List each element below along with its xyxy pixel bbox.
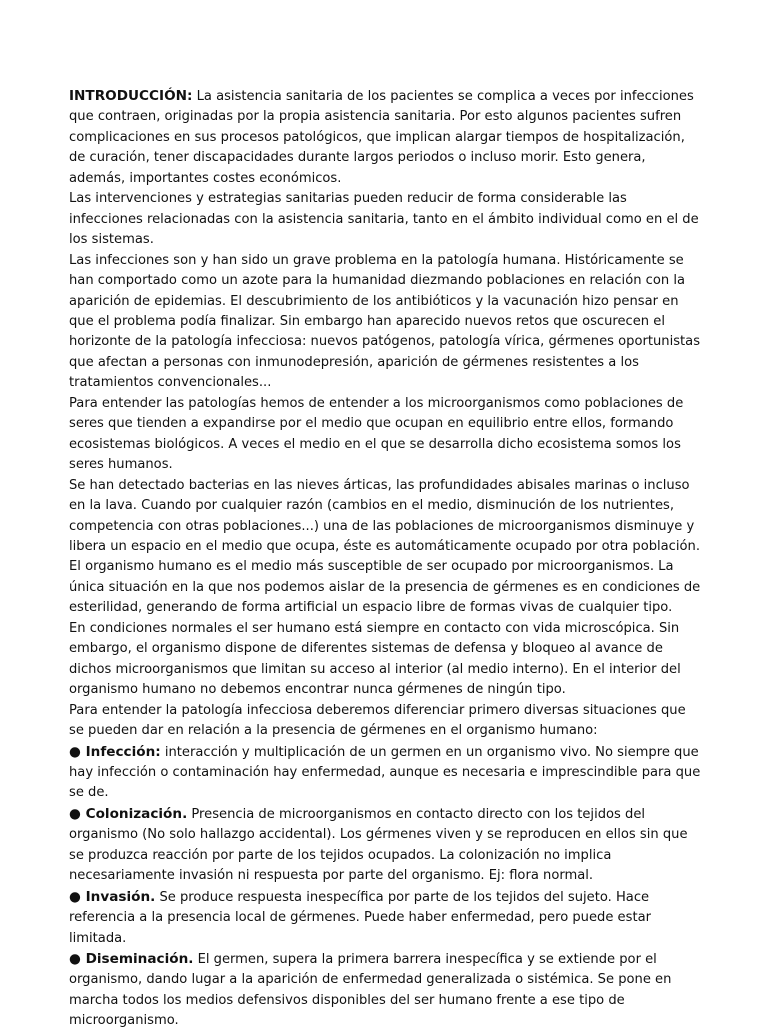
bullet-text: Se produce respuesta inespecífica por parte de los tejidos del sujeto. Hace referencia a la presencia local de gérmenes. Puede haber enfermedad, pero puede estar limitada.: [69, 889, 651, 946]
paragraph-situations-intro: Para entender la patología infecciosa deberemos diferenciar primero diversas situaciones que se pueden dar en relación a la presencia de gérmenes en el organismo humano:: [69, 702, 686, 739]
bullet-diseminacion: [69, 949, 701, 1032]
bullet-term: ● Infección:: [69, 743, 161, 760]
paragraph-human-organism: El organismo humano es el medio más susceptible de ser ocupado por microorganismos. La única situación en la que nos podemos aislar de la presencia de gérmenes es en condiciones de esterilidad, generando de forma artificial un espacio libre de formas vivas de cualquier tipo.: [69, 559, 701, 616]
paragraph-microorganisms: Para entender las patologías hemos de entender a los microorganismos como poblaciones de seres que tienden a expandirse por el medio que ocupan en equilibrio entre ellos, formando ecosistemas biológicos. A veces el medio en el que se desarrolla dicho ecosistema somos los seres humanos.: [69, 395, 684, 473]
paragraph-bacteria-detected: Se han detectado bacterias en las nieves árticas, las profundidades abisales marinas o incluso en la lava. Cuando por cualquier razón (cambios en el medio, disminución de los nutrientes, competencia con otras poblaciones...) una de las poblaciones de microorganismos disminuye y libera un espacio en el medio que ocupa, éste es automáticamente ocupado por otra población.: [69, 477, 700, 554]
bullet-colonizacion: [69, 804, 701, 887]
intro-paragraph: [69, 86, 701, 189]
bullet-term: ● Diseminación.: [69, 951, 194, 968]
bullet-term: ● Invasión.: [69, 888, 156, 905]
document-page: [69, 86, 701, 1032]
paragraph-normal-conditions: En condiciones normales el ser humano está siempre en contacto con vida microscópica. Sin embargo, el organismo dispone de diferentes sistemas de defensa y bloqueo al avance de dichos microorganismos que limitan su acceso al interior (al medio interno). En el interior del organismo humano no debemos encontrar nunca gérmenes de ningún tipo.: [69, 620, 681, 698]
bullet-infeccion: [69, 742, 701, 804]
bullet-term: ● Colonización.: [69, 805, 188, 822]
paragraph-infections-history: Las infecciones son y han sido un grave problema en la patología humana. Históricamente se han comportado como un azote para la humanidad diezmando poblaciones en relación con la aparición de epidemias. El descubrimiento de los antibióticos y la vacunación hizo pensar en que el problema podía finalizar. Sin embargo han aparecido nuevos retos que oscurecen el horizonte de la patología infecciosa: nuevos patógenos, patología vírica, gérmenes oportunistas que afectan a personas con inmunodepresión, aparición de gérmenes resistentes a los tratamientos convencionales...: [69, 252, 701, 391]
intro-text: La asistencia sanitaria de los pacientes se complica a veces por infecciones que contraen, originadas por la propia asistencia sanitaria. Por esto algunos pacientes sufren complicaciones en sus procesos patológicos, que implican alargar tiempos de hospitalización, de curación, tener discapacidades durante largos periodos o incluso morir. Esto genera, además, importantes costes económicos.: [69, 89, 694, 186]
bullet-text: interacción y multiplicación de un germen en un organismo vivo. No siempre que hay infección o contaminación hay enfermedad, aunque es necesaria e imprescindible para que se de.: [69, 744, 701, 801]
intro-heading: INTRODUCCIÓN:: [69, 88, 193, 104]
paragraph-interventions: Las intervenciones y estrategias sanitarias pueden reducir de forma considerable las infecciones relacionadas con la asistencia sanitaria, tanto en el ámbito individual como en el de los sistemas.: [69, 191, 699, 248]
bullet-text: El germen, supera la primera barrera inespecífica y se extiende por el organismo, dando lugar a la aparición de enfermedad generalizada o sistémica. Se pone en marcha todos los medios defensivos disponibles del ser humano frente a ese tipo de microorganismo.: [69, 952, 672, 1029]
bullet-invasion: [69, 887, 701, 949]
bullet-text: Presencia de microorganismos en contacto directo con los tejidos del organismo (No solo hallazgo accidental). Los gérmenes viven y se reproducen en ellos sin que se produzca reacción por parte de los tejidos ocupados. La colonización no implica necesariamente invasión ni respuesta por parte del organismo. Ej: flora normal.: [69, 806, 688, 884]
